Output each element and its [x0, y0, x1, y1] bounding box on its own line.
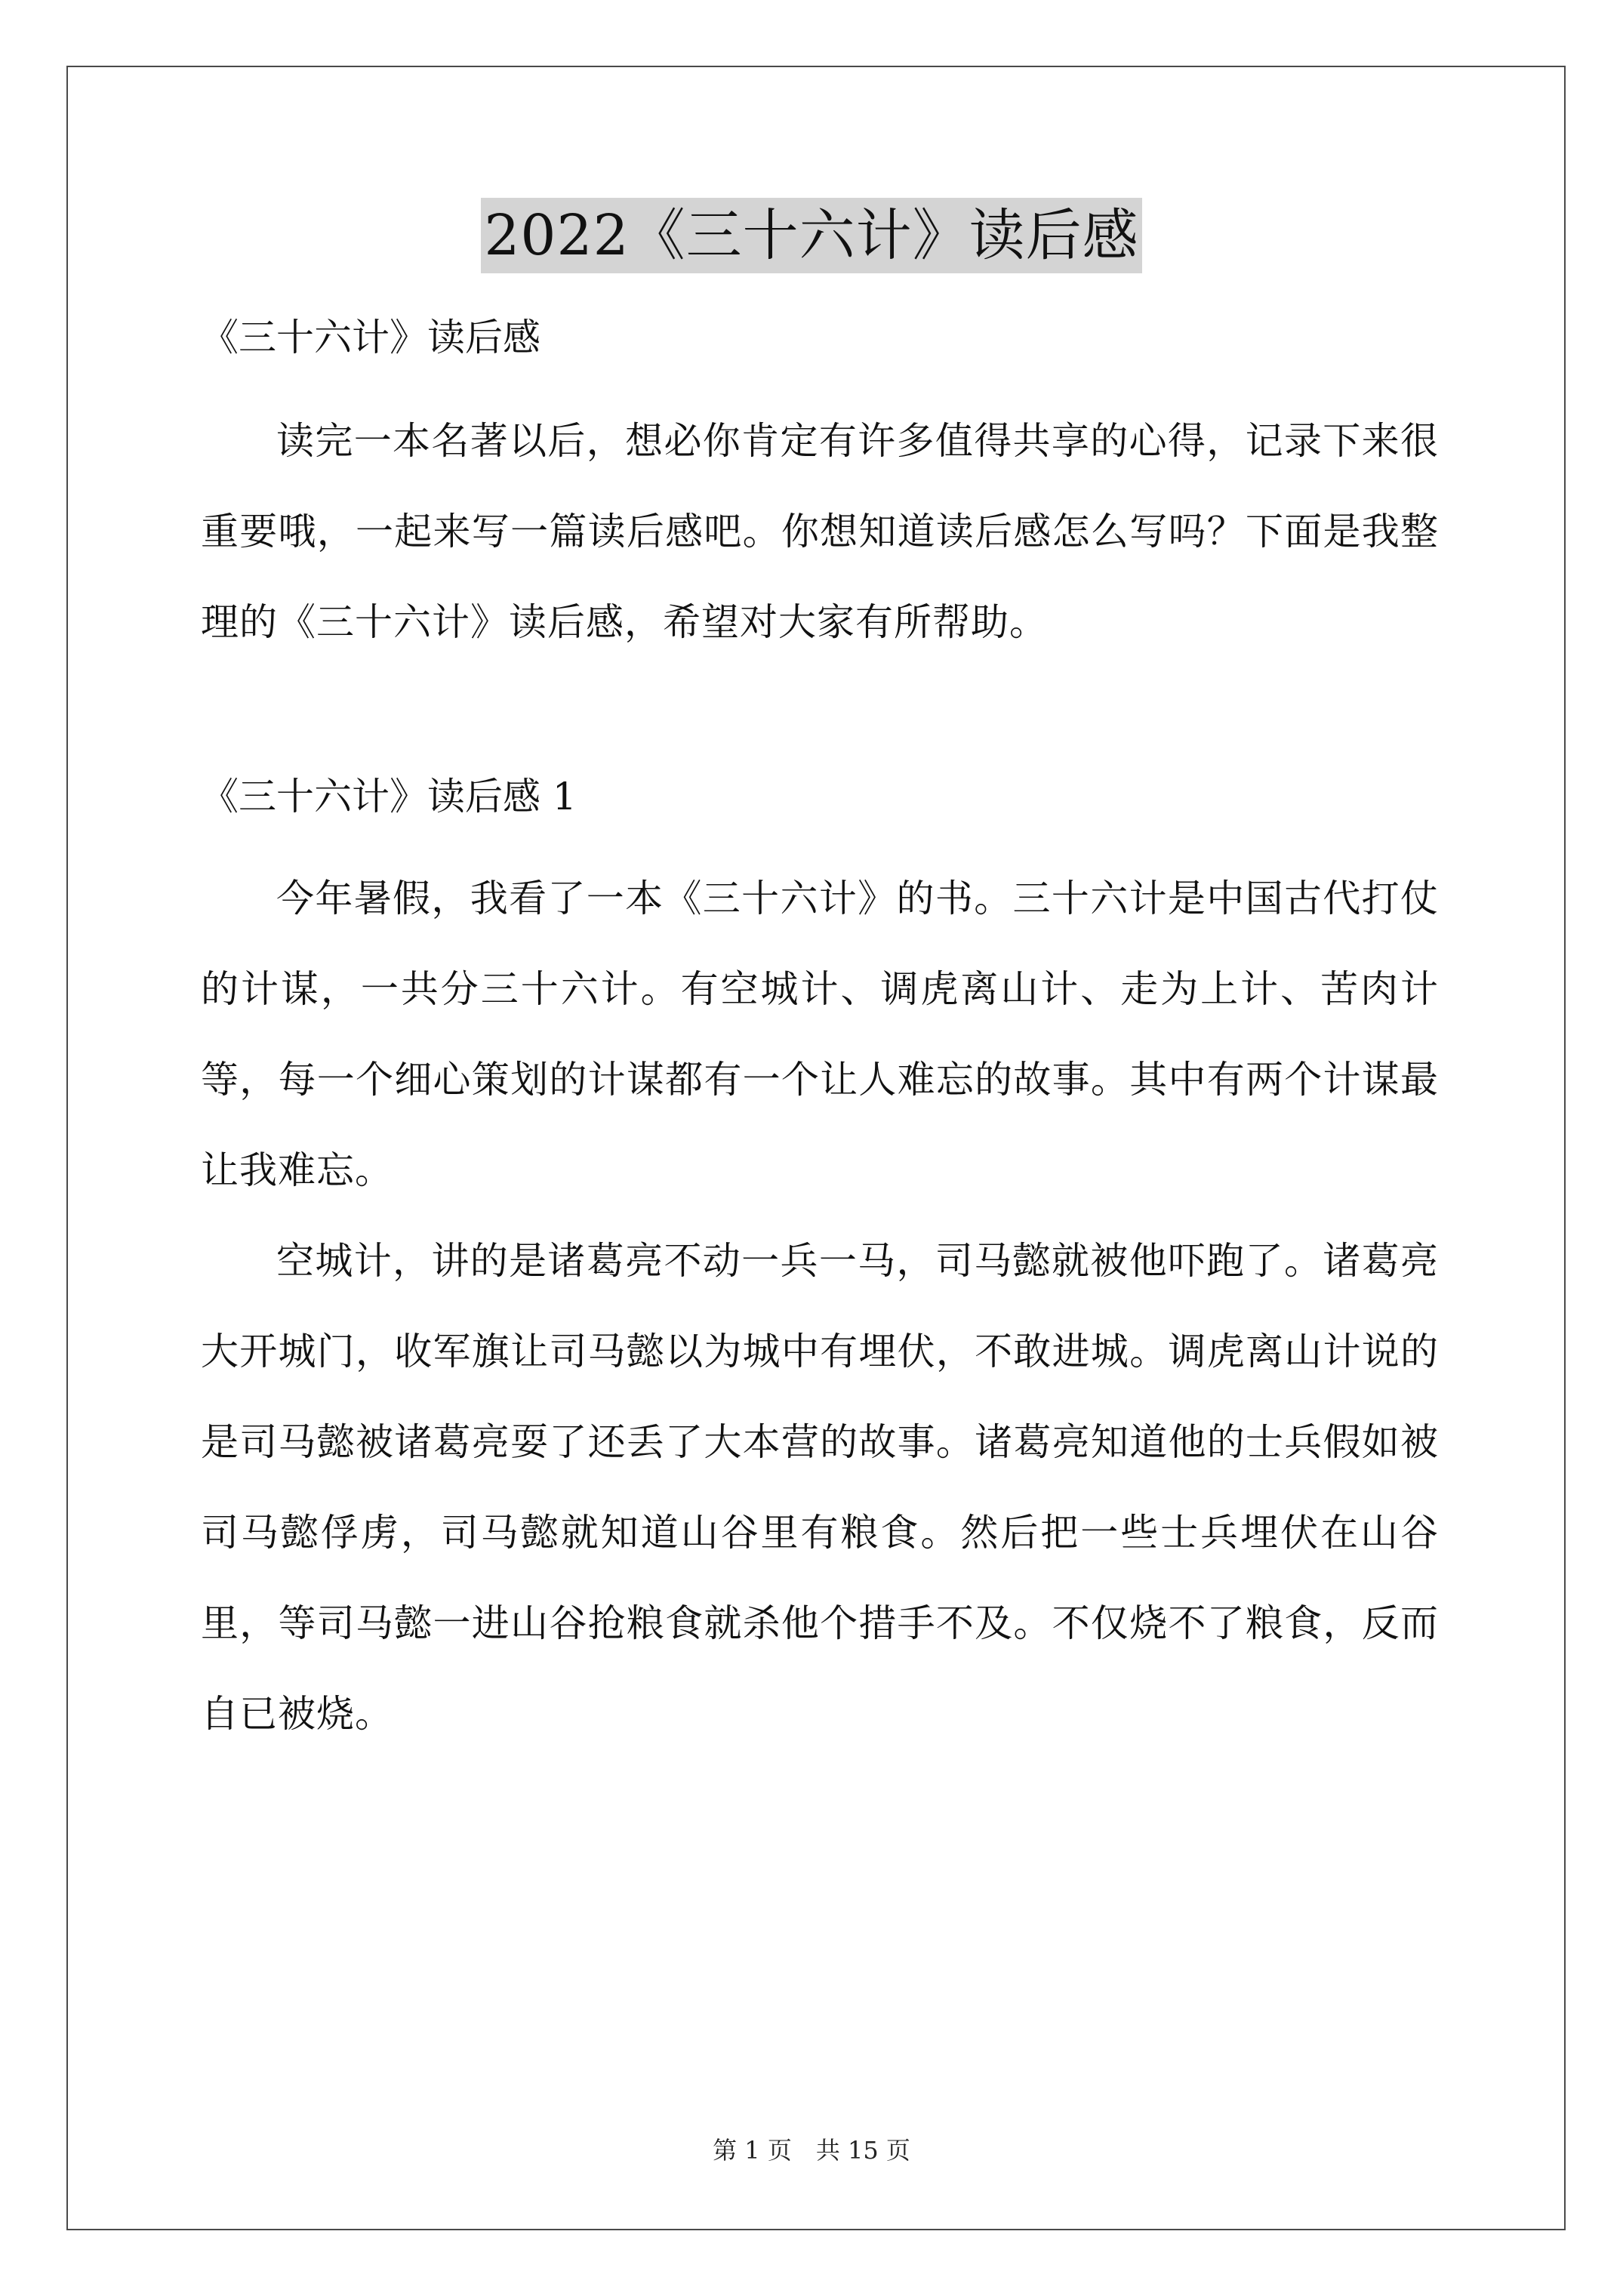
spacer: [201, 364, 1439, 396]
intro-heading: 《三十六计》读后感: [201, 316, 540, 359]
document-title: 2022《三十六计》读后感: [481, 198, 1141, 273]
spacer: [201, 823, 1439, 853]
section1-paragraph-1: 今年暑假，我看了一本《三十六计》的书。三十六计是中国古代打仗的计谋，一共分三十六计。有空城计、调虎离山计、走为上计、苦肉计等，每一个细心策划的计谋都有一个让人难忘的故事。其中有两个计谋最让我难忘。: [201, 877, 1439, 1192]
spacer: [201, 667, 1439, 770]
section1-heading: 《三十六计》读后感 1: [201, 775, 577, 818]
intro-paragraph: 读完一本名著以后，想必你肯定有许多值得共享的心得，记录下来很重要哦，一起来写一篇读后感吧。你想知道读后感怎么写吗？下面是我整理的《三十六计》读后感，希望对大家有所帮助。: [201, 419, 1439, 644]
document-body: [201, 311, 1439, 1759]
page-number-footer: 第 1 页 共 15 页: [713, 2136, 910, 2165]
section1-paragraph-2: 空城计，讲的是诸葛亮不动一兵一马，司马懿就被他吓跑了。诸葛亮大开城门，收军旗让司马懿以为城中有埋伏，不敢进城。调虎离山计说的是司马懿被诸葛亮耍了还丢了大本营的故事。诸葛亮知道他的士兵假如被司马懿俘虏，司马懿就知道山谷里有粮食。然后把一些士兵埋伏在山谷里，等司马懿一进山谷抢粮食就杀他个措手不及。不仅烧不了粮食，反而自已被烧。: [201, 1239, 1439, 1736]
title-container: [0, 198, 1623, 273]
